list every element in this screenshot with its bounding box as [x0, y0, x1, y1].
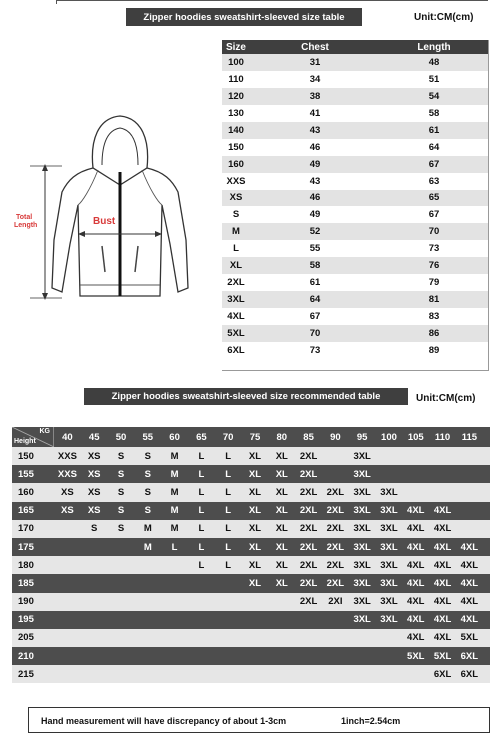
height-cell: 215 [18, 668, 34, 680]
size-recommendation-cell: 4XL [407, 523, 425, 535]
size-table-row [222, 291, 488, 308]
size-recommendation-cell: 3XL [380, 596, 398, 608]
size-recommendation-cell: 5XL [433, 650, 452, 662]
size-recommendation-cell: S [144, 505, 151, 517]
size-recommendation-cell: 4XL [433, 559, 452, 571]
weight-header-cell: 95 [356, 431, 368, 443]
size-recommendation-cell: 4XL [460, 596, 479, 608]
length-column-header: Length [417, 41, 451, 53]
weight-header-cell: 80 [276, 431, 288, 443]
length-cell: 64 [428, 141, 440, 153]
measurement-note: Hand measurement will have discrepancy of about 1-3cm [41, 716, 287, 726]
size-table-row [222, 342, 488, 359]
recommended-table-row [12, 520, 490, 538]
size-recommendation-cell: 4XL [433, 523, 452, 535]
size-recommendation-cell: L [198, 541, 205, 553]
recommended-table-row [12, 665, 490, 683]
weight-header-cell: 100 [381, 431, 397, 443]
height-cell: 165 [18, 505, 34, 517]
size-cell: 6XL [227, 344, 245, 356]
length-cell: 48 [428, 56, 440, 68]
size-table-row [222, 325, 488, 342]
size-table-row [222, 156, 488, 173]
size-recommendation-cell: 5XL [460, 632, 479, 644]
recommended-table-row [12, 538, 490, 556]
length-cell: 54 [428, 90, 440, 102]
size-recommendation-cell: 2XL [299, 577, 318, 589]
size-recommendation-cell: 2XL [299, 505, 318, 517]
chest-cell: 46 [309, 192, 321, 204]
size-recommendation-cell: M [170, 468, 179, 480]
size-cell: XS [229, 192, 243, 204]
size-recommendation-cell: 4XL [407, 596, 425, 608]
size-recommendation-cell: 4XL [433, 577, 452, 589]
size-table-row [222, 122, 488, 139]
size-recommendation-cell: XL [248, 523, 262, 535]
length-cell: 58 [428, 107, 440, 119]
length-cell: 61 [428, 124, 440, 136]
size-table-row [222, 240, 488, 257]
size-recommendation-cell: L [198, 450, 205, 462]
size-recommendation-cell: 4XL [433, 632, 452, 644]
size-recommendation-cell: 3XL [353, 523, 371, 535]
chest-cell: 52 [309, 226, 321, 238]
size-recommendation-cell: S [117, 468, 125, 480]
size-recommendation-cell: XXS [57, 450, 77, 462]
size-recommendation-cell: 4XL [460, 614, 479, 626]
size-table-row [222, 139, 488, 156]
chest-cell: 49 [309, 209, 321, 221]
size-table-row [222, 54, 488, 71]
size-recommendation-cell: M [170, 523, 179, 535]
height-cell: 210 [18, 650, 34, 662]
size-recommendation-cell: 4XL [460, 541, 479, 553]
weight-header-cell: 65 [196, 431, 207, 443]
height-label: Height [14, 438, 36, 445]
length-cell: 89 [428, 344, 440, 356]
weight-header-cell: 115 [461, 431, 478, 443]
size-recommendation-cell: L [198, 559, 205, 571]
size-recommendation-cell: 3XL [353, 486, 371, 498]
size-recommendation-cell: XL [275, 450, 288, 462]
weight-header-cell: 70 [222, 431, 234, 443]
length-cell: 83 [428, 311, 440, 323]
size-recommendation-cell: XL [275, 505, 288, 517]
length-cell: 76 [428, 260, 440, 272]
size-recommendation-cell: 6XL [460, 650, 479, 662]
size-table-bottom-border [222, 370, 489, 371]
size-recommendation-cell: M [143, 541, 152, 553]
size-recommendation-cell: S [144, 450, 151, 462]
size-cell: 3XL [227, 294, 245, 306]
size-recommendation-cell: XL [275, 577, 288, 589]
size-recommendation-cell: 3XL [353, 505, 371, 517]
size-cell: 2XL [227, 277, 245, 289]
length-cell: 86 [428, 327, 440, 339]
recommended-table-row [12, 629, 490, 647]
size-recommendation-cell: 2XL [326, 559, 345, 571]
height-cell: 180 [18, 559, 34, 571]
chest-cell: 67 [309, 311, 321, 323]
chest-cell: 43 [309, 175, 321, 187]
chest-cell: 58 [309, 260, 321, 272]
weight-header-cell: 60 [169, 431, 180, 443]
size-recommendation-cell: L [225, 450, 232, 462]
recommended-table-row [12, 611, 490, 629]
size-recommendation-cell: 4XL [460, 559, 479, 571]
size-recommendation-cell: XS [61, 505, 74, 517]
top-rule-tick [56, 0, 57, 4]
weight-header-cell: 45 [88, 431, 100, 443]
size-recommendation-cell: S [117, 505, 125, 517]
size-recommendation-cell: XL [248, 559, 262, 571]
size-table-row [222, 206, 488, 223]
size-recommendation-cell: 4XL [407, 505, 425, 517]
length-cell: 79 [428, 277, 440, 289]
height-cell: 205 [18, 632, 34, 644]
size-recommendation-cell: 4XL [407, 632, 425, 644]
size-recommendation-cell: S [117, 523, 125, 535]
size-recommendation-cell: 2XL [326, 486, 345, 498]
height-cell: 195 [18, 614, 34, 626]
size-cell: 140 [228, 124, 244, 136]
size-recommendation-cell: 4XL [407, 577, 425, 589]
recommended-table-row [12, 502, 490, 520]
total-length-label-line1: Total [16, 214, 33, 221]
size-recommendation-cell: XL [248, 486, 262, 498]
size-recommendation-cell: S [144, 486, 151, 498]
size-cell: L [233, 243, 239, 255]
size-recommendation-cell: XL [248, 468, 262, 480]
footer-note-box [28, 707, 490, 733]
size-recommendation-cell: 3XL [380, 577, 398, 589]
size-table-row [222, 173, 488, 190]
size-recommendation-cell: 3XL [353, 596, 371, 608]
weight-header-cell: 105 [407, 431, 424, 443]
height-cell: 160 [18, 486, 34, 498]
size-recommendation-cell: M [170, 486, 179, 498]
size-recommendation-cell: 4XL [407, 559, 425, 571]
recommended-table-unit: Unit:CM(cm) [416, 393, 476, 404]
size-table-row [222, 105, 488, 122]
size-recommendation-cell: 2XL [299, 559, 318, 571]
size-recommendation-cell: 2XL [326, 577, 345, 589]
size-recommendation-cell: L [225, 486, 232, 498]
hoodie-outline-illustration [10, 110, 215, 310]
size-recommendation-cell: L [225, 505, 232, 517]
size-recommendation-cell: 2XL [299, 450, 318, 462]
size-recommendation-cell: M [170, 450, 179, 462]
recommended-table-row [12, 447, 490, 465]
chest-cell: 38 [309, 90, 321, 102]
size-table-row [222, 308, 488, 325]
chest-cell: 43 [309, 124, 321, 136]
size-cell: 120 [228, 90, 244, 102]
weight-header-cell: 90 [330, 431, 341, 443]
total-length-label-line2: Length [14, 222, 38, 229]
size-recommendation-cell: XL [248, 505, 262, 517]
size-recommendation-cell: XXS [57, 468, 77, 480]
size-table [222, 40, 488, 359]
size-recommendation-cell: XL [275, 468, 288, 480]
recommended-table-row [12, 483, 490, 501]
size-cell: 5XL [227, 327, 245, 339]
size-recommendation-cell: 2XL [299, 486, 318, 498]
size-recommendation-cell: XL [275, 486, 288, 498]
size-recommendation-cell: M [143, 523, 152, 535]
size-table-right-border [488, 40, 489, 370]
size-recommendation-cell: 4XL [433, 505, 452, 517]
chest-cell: 61 [309, 277, 321, 289]
height-cell: 175 [18, 541, 34, 553]
size-recommendation-cell: S [117, 450, 125, 462]
weight-header-cell: 55 [142, 431, 154, 443]
size-recommendation-cell: XS [87, 468, 101, 480]
weight-header-cell: 85 [303, 431, 314, 443]
size-recommendation-cell: 5XL [407, 650, 425, 662]
size-recommendation-cell: XS [87, 450, 101, 462]
size-recommendation-cell: 2XL [299, 541, 318, 553]
size-recommendation-cell: XS [87, 505, 101, 517]
size-recommendation-cell: 3XL [353, 468, 371, 480]
size-recommendation-cell: 6XL [460, 668, 479, 680]
size-recommendation-cell: 3XL [380, 541, 398, 553]
chest-cell: 31 [309, 56, 321, 68]
size-recommendation-cell: 2XL [326, 505, 345, 517]
size-recommendation-cell: XL [248, 541, 262, 553]
size-recommendation-cell: 4XL [433, 614, 452, 626]
weight-header-cell: 75 [249, 431, 261, 443]
weight-header-cell: 40 [62, 431, 73, 443]
hoodie-diagram [10, 110, 215, 310]
size-recommendation-cell: 2XL [326, 523, 345, 535]
chest-cell: 46 [309, 141, 321, 153]
size-recommendation-cell: L [198, 486, 205, 498]
size-recommendation-cell: L [225, 541, 232, 553]
height-cell: 185 [18, 577, 34, 589]
size-recommendation-cell: 2XI [328, 596, 343, 608]
table-corner-cell [12, 427, 54, 447]
size-recommendation-cell: XL [248, 450, 262, 462]
length-cell: 70 [428, 226, 440, 238]
length-cell: 63 [428, 175, 440, 187]
size-cell: 160 [228, 158, 244, 170]
size-cell: S [232, 209, 240, 221]
size-recommendation-cell: S [117, 486, 125, 498]
recommended-table-banner: Zipper hoodies sweatshirt-sleeved size recommended table [84, 388, 408, 405]
size-recommendation-cell: XS [87, 486, 101, 498]
size-recommendation-cell: 2XL [326, 541, 345, 553]
size-table-row [222, 190, 488, 207]
size-recommendation-cell: 4XL [460, 577, 479, 589]
chest-cell: 73 [309, 344, 321, 356]
length-cell: 81 [428, 294, 440, 306]
size-recommendation-cell: S [91, 523, 98, 535]
size-recommendation-cell: L [198, 468, 205, 480]
weight-header-cell: 110 [434, 431, 451, 443]
recommended-table-row [12, 465, 490, 483]
size-recommendation-cell: 4XL [407, 541, 425, 553]
top-rule [56, 0, 488, 1]
height-cell: 150 [18, 450, 34, 462]
size-recommendation-cell: XL [275, 559, 288, 571]
size-recommendation-cell: 3XL [380, 505, 398, 517]
size-recommendation-cell: XS [61, 486, 74, 498]
size-recommendation-cell: XL [248, 577, 262, 589]
length-cell: 73 [428, 243, 440, 255]
size-recommendation-cell: XL [275, 541, 288, 553]
size-table-unit: Unit:CM(cm) [414, 12, 474, 23]
size-cell: 150 [228, 141, 244, 153]
size-table-row [222, 274, 488, 291]
recommended-table [12, 427, 490, 683]
chest-cell: 64 [309, 294, 321, 306]
recommended-table-row [12, 556, 490, 574]
size-recommendation-cell: 6XL [433, 668, 452, 680]
size-recommendation-cell: 3XL [353, 541, 371, 553]
weight-header-row [12, 427, 490, 447]
chest-cell: 55 [309, 243, 321, 255]
size-recommendation-cell: 3XL [380, 614, 398, 626]
size-table-row [222, 88, 488, 105]
chest-cell: 49 [309, 158, 321, 170]
size-recommendation-cell: L [225, 559, 232, 571]
size-recommendation-cell: 4XL [433, 596, 452, 608]
size-cell: M [232, 226, 240, 238]
size-recommendation-cell: 3XL [380, 523, 398, 535]
size-cell: XXS [226, 175, 246, 187]
size-recommendation-cell: L [225, 468, 232, 480]
height-cell: 155 [18, 468, 34, 480]
size-recommendation-cell: 2XL [299, 523, 318, 535]
size-recommendation-cell: S [144, 468, 151, 480]
size-recommendation-cell: 4XL [407, 614, 425, 626]
height-cell: 170 [18, 523, 34, 535]
recommended-table-row [12, 574, 490, 592]
size-column-header: Size [225, 41, 246, 53]
size-table-row [222, 223, 488, 240]
size-recommendation-cell: L [198, 505, 205, 517]
size-recommendation-cell: L [225, 523, 232, 535]
size-table-header [222, 40, 488, 54]
size-recommendation-cell: 3XL [353, 614, 371, 626]
size-cell: 4XL [227, 311, 245, 323]
recommended-table-row [12, 593, 490, 611]
size-recommendation-cell: L [171, 541, 178, 553]
size-recommendation-cell: 2XL [299, 596, 318, 608]
length-cell: 65 [428, 192, 440, 204]
size-recommendation-cell: L [198, 523, 205, 535]
length-cell: 67 [428, 209, 440, 221]
size-cell: XL [229, 260, 243, 272]
size-cell: 110 [228, 73, 244, 85]
inch-conversion: 1inch=2.54cm [341, 716, 401, 726]
bust-label: Bust [93, 216, 116, 227]
size-table-row [222, 257, 488, 274]
size-cell: 100 [228, 56, 244, 68]
size-recommendation-cell: M [170, 505, 179, 517]
size-recommendation-cell: 4XL [433, 541, 452, 553]
chest-column-header: Chest [301, 41, 329, 53]
size-recommendation-cell: 3XL [380, 486, 398, 498]
size-recommendation-cell: 3XL [353, 577, 371, 589]
kg-label: KG [39, 428, 50, 435]
size-recommendation-cell: 3XL [380, 559, 398, 571]
length-cell: 51 [428, 73, 440, 85]
size-recommendation-cell: XL [275, 523, 288, 535]
size-cell: 130 [228, 107, 244, 119]
size-recommendation-cell: 2XL [299, 468, 318, 480]
size-table-row [222, 71, 488, 88]
height-cell: 190 [18, 596, 34, 608]
chest-cell: 41 [309, 107, 321, 119]
size-table-banner: Zipper hoodies sweatshirt-sleeved size table [126, 8, 362, 26]
length-cell: 67 [428, 158, 440, 170]
chest-cell: 70 [309, 327, 321, 339]
weight-header-cell: 50 [115, 431, 127, 443]
chest-cell: 34 [309, 73, 321, 85]
size-recommendation-cell: 3XL [353, 559, 371, 571]
size-recommendation-cell: 3XL [353, 450, 371, 462]
recommended-table-row [12, 647, 490, 665]
